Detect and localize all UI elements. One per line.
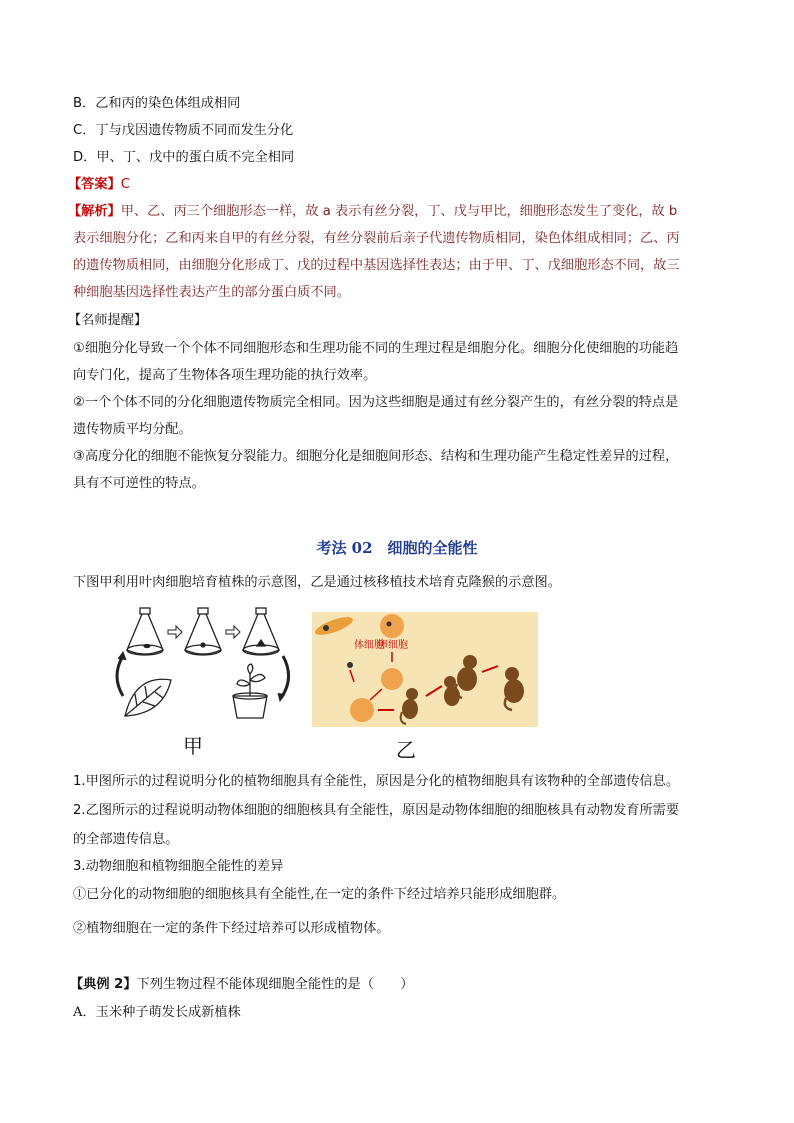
curved-arrow-icon <box>281 656 289 698</box>
point-2a: 2.乙图所示的过程说明动物体细胞的细胞核具有全能性，原因是动物体细胞的细胞核具有动物发育所需要 <box>73 803 680 818</box>
flask-icon <box>185 608 221 655</box>
intro-text: 下图甲利用叶肉细胞培育植株的示意图，乙是通过核移植技术培育克隆猴的示意图。 <box>73 575 561 590</box>
reconstructed-egg-icon <box>350 698 374 722</box>
answer-label: 【答案】 <box>68 177 121 192</box>
answer-line <box>68 176 130 194</box>
tip-1a: ①细胞分化导致一个个体不同细胞形态和生理功能不同的生理过程是细胞分化。细胞分化使细胞的功能趋 <box>73 341 679 356</box>
figure-jia-plant-culture <box>105 604 295 722</box>
egg-cell-label: 卵细胞 <box>378 640 408 651</box>
analysis-line-3: 的遗传物质相同，由细胞分化形成丁、戊的过程中基因选择性表达；由于甲、丁、戊细胞形态不同，故三 <box>73 258 680 273</box>
tips-title: 【名师提醒】 <box>68 313 148 328</box>
option-b: B．乙和丙的染色体组成相同 <box>73 96 241 111</box>
point-1: 1.甲图所示的过程说明分化的植物细胞具有全能性，原因是分化的植物细胞具有该物种的全部遗传信息。 <box>73 774 680 789</box>
example-question: 下列生物过程不能体现细胞全能性的是（ ） <box>136 977 414 992</box>
tip-1b: 向专门化，提高了生物体各项生理功能的执行效率。 <box>73 368 377 383</box>
answer-value: C <box>120 177 130 192</box>
curved-arrow-icon <box>117 656 123 696</box>
section-title: 考法 02 细胞的全能性 <box>316 539 478 557</box>
example-line <box>70 976 413 994</box>
flask-icon <box>127 608 163 655</box>
analysis-label: 【解析】 <box>68 204 121 219</box>
option-d: D．甲、丁、戊中的蛋白质不完全相同 <box>73 150 295 165</box>
figure-jia-label: 甲 <box>183 734 203 758</box>
analysis-line-4: 种细胞基因选择性表达产生的部分蛋白质不同。 <box>73 285 350 300</box>
point-3: 3.动物细胞和植物细胞全能性的差异 <box>73 859 284 874</box>
egg-cell-icon <box>380 614 404 638</box>
point-3b: ②植物细胞在一定的条件下经过培养可以形成植物体。 <box>73 921 390 936</box>
figure-yi-cloned-monkey <box>312 612 538 727</box>
tip-3a: ③高度分化的细胞不能恢复分裂能力。细胞分化是细胞间形态、结构和生理功能产生稳定性差异的过程， <box>73 449 679 464</box>
arrow-right-icon <box>168 626 182 638</box>
enucleated-egg-icon <box>381 668 403 690</box>
leaf-icon <box>125 679 171 716</box>
nucleus-icon <box>347 662 353 668</box>
tip-2b: 遗传物质平均分配。 <box>73 422 192 437</box>
option-c: C．丁与戊因遗传物质不同而发生分化 <box>73 123 294 138</box>
figure-yi-label: 乙 <box>396 738 416 762</box>
analysis-text-1: 甲、乙、丙三个细胞形态一样，故 a 表示有丝分裂，丁、戊与甲比，细胞形态发生了变化，故 b <box>120 204 678 219</box>
body-cell-label: 体细胞 <box>354 640 384 651</box>
point-3a: ①已分化的动物细胞的细胞核具有全能性,在一定的条件下经过培养只能形成细胞群。 <box>73 887 566 902</box>
tip-2a: ②一个个体不同的分化细胞遗传物质完全相同。因为这些细胞是通过有丝分裂产生的，有丝分裂的特点是 <box>73 395 679 410</box>
arrow-right-icon <box>226 626 240 638</box>
example-option-a: A．玉米种子萌发长成新植株 <box>73 1005 241 1020</box>
analysis-line-2: 表示细胞分化；乙和丙来自甲的有丝分裂，有丝分裂前后亲子代遗传物质相同，染色体组成相同；乙、丙 <box>73 231 680 246</box>
potted-plant-icon <box>233 664 267 718</box>
analysis-line-1 <box>68 203 677 221</box>
example-label: 【典例 2】 <box>70 977 137 992</box>
tip-3b: 具有不可逆性的特点。 <box>73 476 205 491</box>
flask-icon <box>243 608 279 655</box>
point-2b: 的全部遗传信息。 <box>73 832 179 847</box>
